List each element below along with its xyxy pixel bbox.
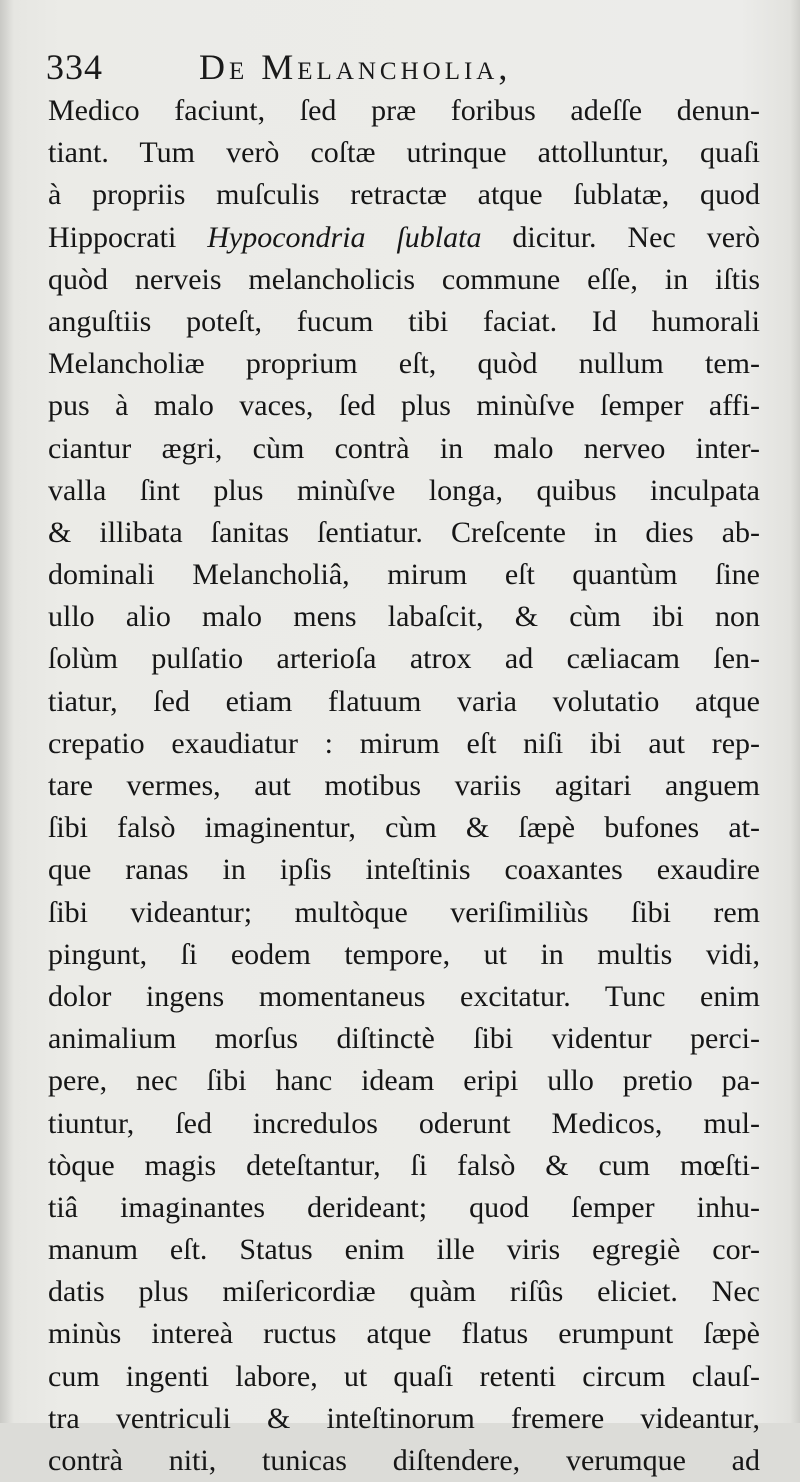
text-line bbox=[48, 1229, 760, 1271]
text-line bbox=[48, 934, 760, 976]
text-segment: ſibi falsò imaginentur, cùm & ſæpè bufones at- bbox=[48, 811, 760, 845]
text-segment: animalium morſus diſtinctè ſibi videntur perci- bbox=[48, 1022, 760, 1056]
running-head bbox=[44, 44, 764, 90]
text-line bbox=[48, 976, 760, 1018]
text-line bbox=[48, 385, 760, 427]
italic-text-segment: Hypocondria ſublata bbox=[207, 220, 482, 254]
text-line bbox=[48, 217, 760, 259]
text-segment: que ranas in ipſis inteſtinis coaxantes exaudire bbox=[48, 853, 760, 887]
text-line bbox=[48, 259, 760, 301]
text-line bbox=[48, 1271, 760, 1313]
text-segment: tiatur, ſed etiam flatuum varia volutatio atque bbox=[48, 684, 760, 718]
text-segment: tare vermes, aut motibus variis agitari anguem bbox=[48, 769, 760, 802]
text-line bbox=[48, 1398, 760, 1440]
text-line bbox=[48, 343, 760, 385]
text-segment: à propriis muſculis retractæ atque ſublatæ, quod bbox=[48, 178, 760, 212]
text-line bbox=[48, 681, 760, 723]
body-text bbox=[48, 90, 760, 1482]
text-segment: anguſtiis poteſt, fucum tibi faciat. Id humorali bbox=[48, 304, 760, 338]
text-segment: ullo alio malo mens labaſcit, & cùm ibi non bbox=[48, 600, 760, 634]
text-line bbox=[48, 428, 760, 470]
text-line bbox=[48, 1060, 760, 1102]
text-segment: pere, nec ſibi hanc ideam eripi ullo pretio pa- bbox=[48, 1064, 760, 1098]
text-segment: ſolùm pulſatio arterioſa atrox ad cæliacam ſen- bbox=[48, 642, 760, 676]
text-line bbox=[48, 1356, 760, 1398]
text-line bbox=[48, 1313, 760, 1355]
text-segment: dominali Melancholiâ, mirum eſt quantùm ſine bbox=[48, 558, 760, 592]
text-line bbox=[48, 596, 760, 638]
text-line bbox=[48, 723, 760, 765]
text-segment: tra ventriculi & inteſtinorum fremere videantur, bbox=[48, 1401, 760, 1435]
text-line bbox=[48, 554, 760, 596]
text-segment: minùs intereà ructus atque flatus erumpunt ſæpè bbox=[48, 1317, 760, 1351]
text-segment: cum ingenti labore, ut quaſi retenti circum clauſ- bbox=[48, 1359, 760, 1393]
text-line bbox=[48, 892, 760, 934]
text-segment: datis plus miſericordiæ quàm riſûs eliciet. Nec bbox=[48, 1275, 760, 1309]
text-line bbox=[48, 1145, 760, 1187]
text-segment: Melancholiæ proprium eſt, quòd nullum tem- bbox=[48, 347, 760, 381]
text-line bbox=[48, 765, 760, 807]
text-line bbox=[48, 470, 760, 512]
text-line bbox=[48, 132, 760, 174]
text-segment: valla ſint plus minùſve longa, quibus inculpata bbox=[48, 473, 760, 507]
text-segment: tiuntur, ſed incredulos oderunt Medicos, mul- bbox=[48, 1106, 760, 1140]
text-segment: pus à malo vaces, ſed plus minùſve ſemper affi- bbox=[48, 389, 760, 423]
text-segment: manum eſt. Status enim ille viris egregiè cor- bbox=[48, 1233, 760, 1267]
text-line bbox=[48, 1018, 760, 1060]
text-line bbox=[48, 1187, 760, 1229]
text-segment: Medico faciunt, ſed præ foribus adeſſe denun- bbox=[48, 94, 760, 127]
text-line bbox=[48, 1440, 760, 1482]
text-segment: pingunt, ſi eodem tempore, ut in multis vidi, bbox=[48, 937, 760, 971]
text-line bbox=[48, 849, 760, 891]
text-line bbox=[48, 174, 760, 216]
text-segment: ſibi videantur; multòque veriſimiliùs ſibi rem bbox=[48, 895, 760, 929]
text-segment: crepatio exaudiatur : mirum eſt niſi ibi aut rep- bbox=[48, 726, 760, 760]
text-segment: tiâ imaginantes derideant; quod ſemper inhu- bbox=[48, 1190, 760, 1224]
text-segment: contrà niti, tunicas diſtendere, verumque ad bbox=[48, 1444, 760, 1477]
text-line bbox=[48, 90, 760, 132]
page-number: 334 bbox=[46, 47, 103, 87]
text-segment: tòque magis deteſtantur, ſi falsò & cum mœſti- bbox=[48, 1148, 760, 1182]
text-segment: tiant. Tum verò coſtæ utrinque attolluntur, quaſi bbox=[48, 136, 760, 170]
text-line bbox=[48, 807, 760, 849]
text-line bbox=[48, 301, 760, 343]
text-segment: & illibata ſanitas ſentiatur. Creſcente in dies ab- bbox=[48, 515, 760, 549]
text-segment: dolor ingens momentaneus excitatur. Tunc enim bbox=[48, 979, 760, 1013]
text-line bbox=[48, 1103, 760, 1145]
text-segment: dicitur. Nec verò bbox=[481, 220, 761, 254]
text-segment: Hippocrati bbox=[48, 220, 208, 254]
text-segment: quòd nerveis melancholicis commune eſſe, in iſtis bbox=[48, 262, 760, 296]
text-segment: ciantur ægri, cùm contrà in malo nerveo inter- bbox=[48, 431, 760, 465]
text-line bbox=[48, 512, 760, 554]
running-title: De Melancholia, bbox=[199, 47, 512, 87]
text-line bbox=[48, 638, 760, 680]
